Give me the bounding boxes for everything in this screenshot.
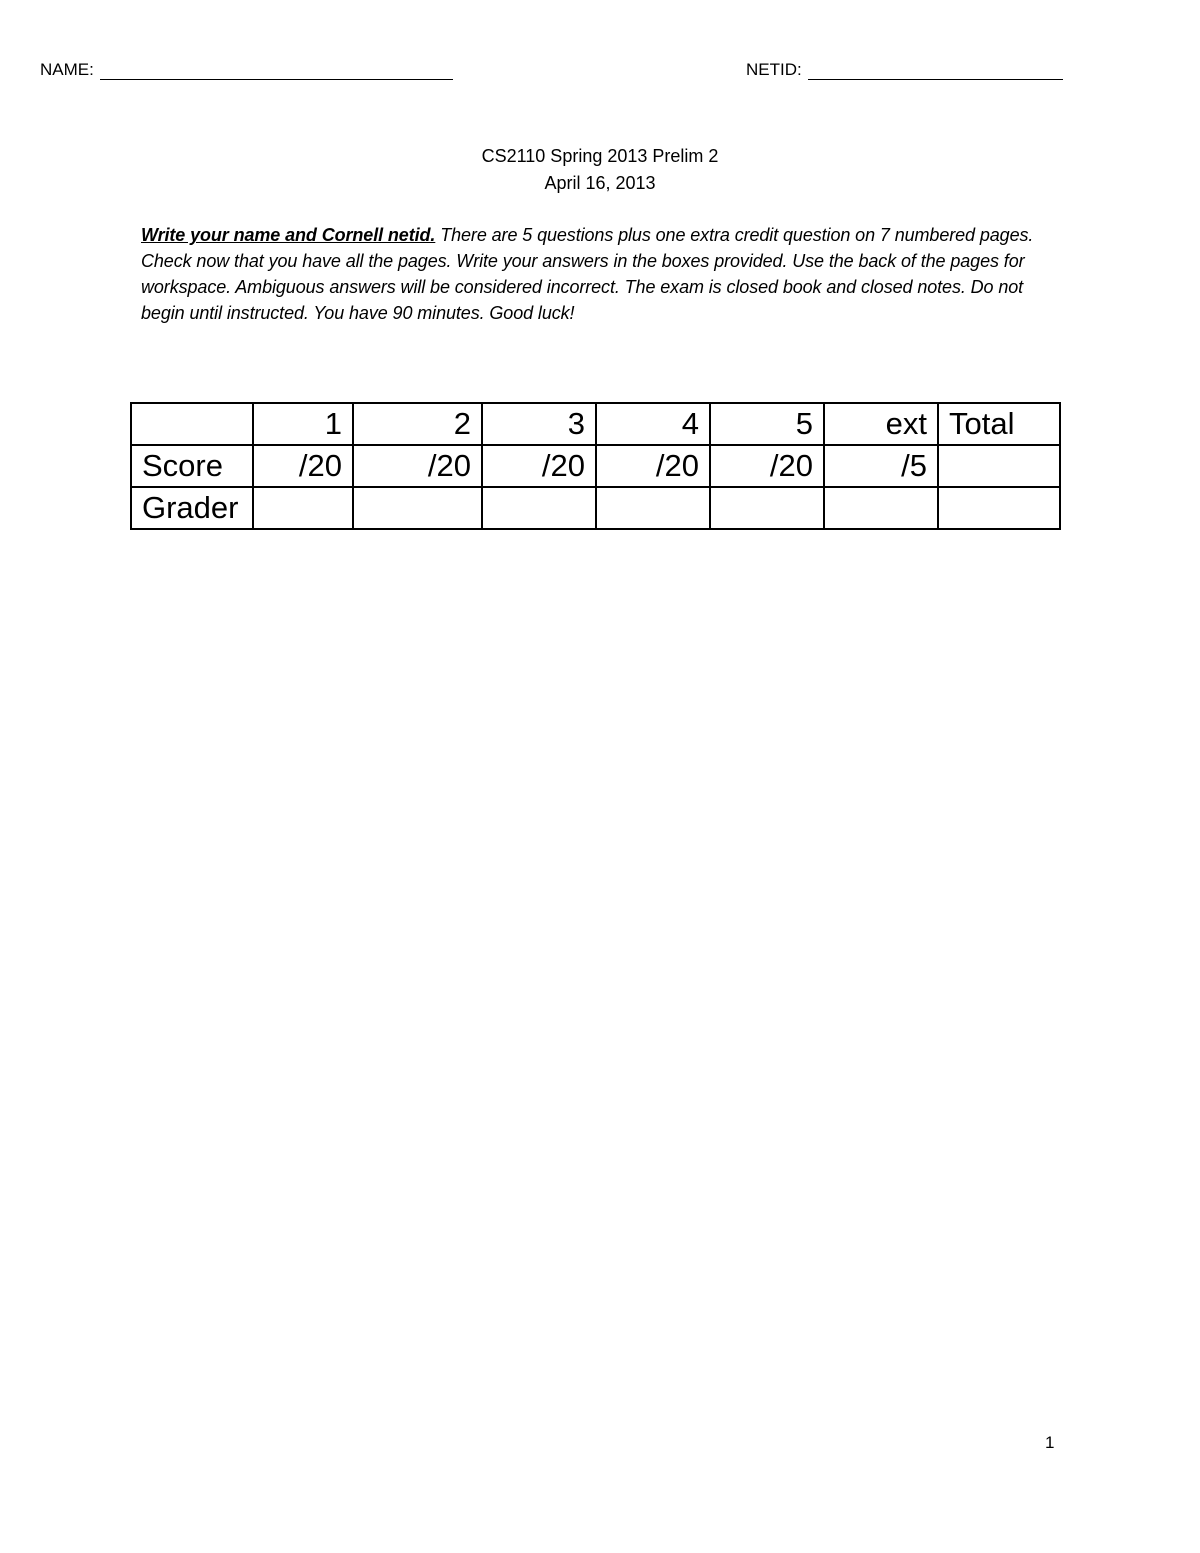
exam-title: CS2110 Spring 2013 Prelim 2 bbox=[481, 146, 719, 166]
grader-row-label: Grader bbox=[131, 487, 253, 529]
grader-cell-q3[interactable] bbox=[482, 487, 596, 529]
header-corner-cell bbox=[131, 403, 253, 445]
name-label: NAME: bbox=[40, 60, 94, 79]
header-q5: 5 bbox=[710, 403, 824, 445]
instructions-body: There are 5 questions plus one extra credit question on 7 numbered pages. Check now that you have all the pages. Write your answers in the boxes provided. Use the back of the pages for workspace. Ambiguous answers will be considered incorrect. The exam is closed book and closed notes. Do not begin until instructed. You have 90 minutes. Good luck! bbox=[141, 225, 1034, 323]
header-q4: 4 bbox=[596, 403, 710, 445]
netid-blank-line[interactable] bbox=[808, 61, 1063, 80]
score-row bbox=[131, 445, 1060, 487]
grader-row bbox=[131, 487, 1060, 529]
exam-title-block bbox=[0, 143, 1200, 197]
grader-cell-ext[interactable] bbox=[824, 487, 938, 529]
grader-cell-q5[interactable] bbox=[710, 487, 824, 529]
page-number: 1 bbox=[1045, 1433, 1055, 1452]
instructions-lead: Write your name and Cornell netid. bbox=[141, 225, 436, 245]
grader-cell-q1[interactable] bbox=[253, 487, 353, 529]
score-table bbox=[130, 402, 1061, 530]
exam-date: April 16, 2013 bbox=[544, 173, 656, 193]
grader-cell-q2[interactable] bbox=[353, 487, 482, 529]
netid-label: NETID: bbox=[746, 60, 802, 79]
header-total: Total bbox=[938, 403, 1060, 445]
header-q3: 3 bbox=[482, 403, 596, 445]
score-cell-q4[interactable]: /20 bbox=[596, 445, 710, 487]
score-cell-ext[interactable]: /5 bbox=[824, 445, 938, 487]
score-table-header-row bbox=[131, 403, 1060, 445]
score-cell-total[interactable] bbox=[938, 445, 1060, 487]
score-cell-q3[interactable]: /20 bbox=[482, 445, 596, 487]
header-q2: 2 bbox=[353, 403, 482, 445]
name-blank-line[interactable] bbox=[100, 61, 453, 80]
header-ext: ext bbox=[824, 403, 938, 445]
score-cell-q2[interactable]: /20 bbox=[353, 445, 482, 487]
grader-cell-q4[interactable] bbox=[596, 487, 710, 529]
score-cell-q5[interactable]: /20 bbox=[710, 445, 824, 487]
instructions-paragraph bbox=[141, 222, 1066, 326]
netid-field[interactable] bbox=[746, 60, 1063, 80]
grader-cell-total[interactable] bbox=[938, 487, 1060, 529]
score-cell-q1[interactable]: /20 bbox=[253, 445, 353, 487]
header-q1: 1 bbox=[253, 403, 353, 445]
name-field[interactable] bbox=[40, 60, 453, 80]
score-row-label: Score bbox=[131, 445, 253, 487]
